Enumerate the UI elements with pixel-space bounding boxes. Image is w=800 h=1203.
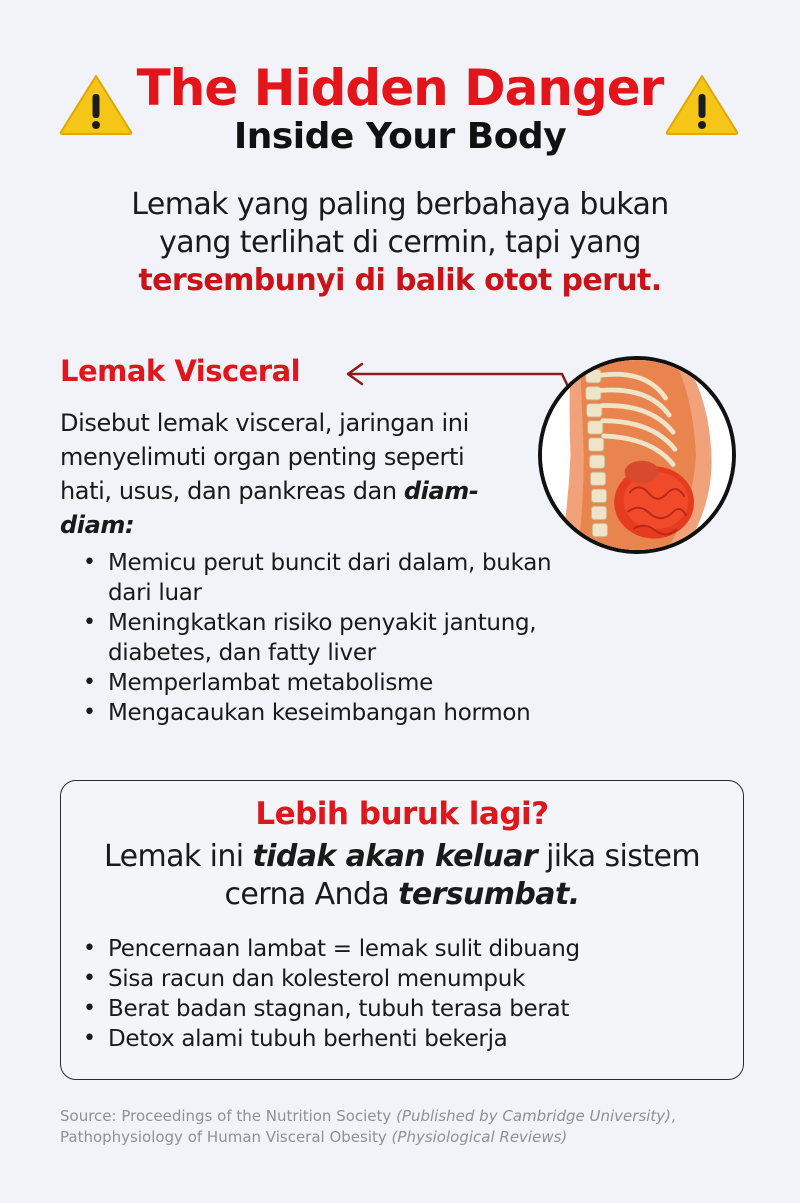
list-item: [60, 548, 580, 608]
box-text-part: jika sistem cerna Anda: [224, 839, 700, 912]
section-title: Lemak Visceral: [60, 354, 301, 388]
list-item-text: Mengacaukan keseimbangan hormon: [108, 700, 531, 726]
bullet-dot: •: [83, 936, 96, 961]
intro-line: Lemak yang paling berbahaya bukan: [131, 187, 669, 222]
list-item: [60, 964, 700, 994]
source-emphasis: (Physiological Reviews): [391, 1128, 568, 1146]
description-text: Disebut lemak visceral, jaringan ini menyelimuti organ penting seperti hati, usus, dan pankreas dan: [60, 409, 469, 505]
list-item-text: Memperlambat metabolisme: [108, 670, 433, 696]
list-item-text: Detox alami tubuh berhenti bekerja: [108, 1026, 508, 1052]
digestion-effects-list: [60, 934, 700, 1054]
list-item-text: Sisa racun dan kolesterol menumpuk: [108, 966, 526, 992]
list-item-text: Pencernaan lambat = lemak sulit dibuang: [108, 936, 580, 962]
list-item: [60, 668, 580, 698]
list-item-text: Berat badan stagnan, tubuh terasa berat: [108, 996, 570, 1022]
description-emphasis: diam-diam:: [60, 477, 479, 539]
source-citation: [60, 1106, 740, 1148]
page-title: The Hidden Danger: [136, 59, 664, 117]
intro-line: yang terlihat di cermin, tapi yang: [159, 225, 641, 260]
source-emphasis: (Published by Cambridge University): [396, 1107, 672, 1125]
warning-box-title: Lebih buruk lagi?: [255, 796, 549, 832]
list-item: [60, 934, 700, 964]
bullet-dot: •: [83, 1026, 96, 1051]
intro-text: [40, 186, 760, 300]
bullet-dot: •: [83, 670, 96, 695]
bullet-dot: •: [83, 966, 96, 991]
bullet-dot: •: [83, 996, 96, 1021]
bullet-dot: •: [83, 610, 96, 635]
bullet-dot: •: [83, 550, 96, 575]
box-text-part: Lemak ini: [104, 839, 253, 874]
box-text-emphasis: tidak akan keluar: [252, 839, 538, 874]
list-item: [60, 994, 700, 1024]
intro-highlight: tersembunyi di balik otot perut.: [138, 263, 662, 298]
page-subtitle: Inside Your Body: [233, 116, 567, 157]
visceral-fat-illustration: [538, 356, 736, 554]
list-item-text: Memicu perut buncit dari dalam, bukan dari luar: [108, 550, 552, 606]
list-item: [60, 698, 580, 728]
list-item: [60, 608, 580, 668]
source-text: Source: Proceedings of the Nutrition Society: [60, 1107, 397, 1125]
visceral-description: [60, 406, 520, 542]
torso-anatomy-icon: [542, 360, 732, 550]
box-text-emphasis: tersumbat.: [398, 877, 580, 912]
source-text: , Pathophysiology of Human Visceral Obesity: [60, 1107, 676, 1146]
visceral-effects-list: [60, 548, 580, 728]
list-item: [60, 1024, 700, 1054]
warning-box-text: [60, 838, 744, 914]
list-item-text: Meningkatkan risiko penyakit jantung, diabetes, dan fatty liver: [108, 610, 537, 666]
bullet-dot: •: [83, 700, 96, 725]
